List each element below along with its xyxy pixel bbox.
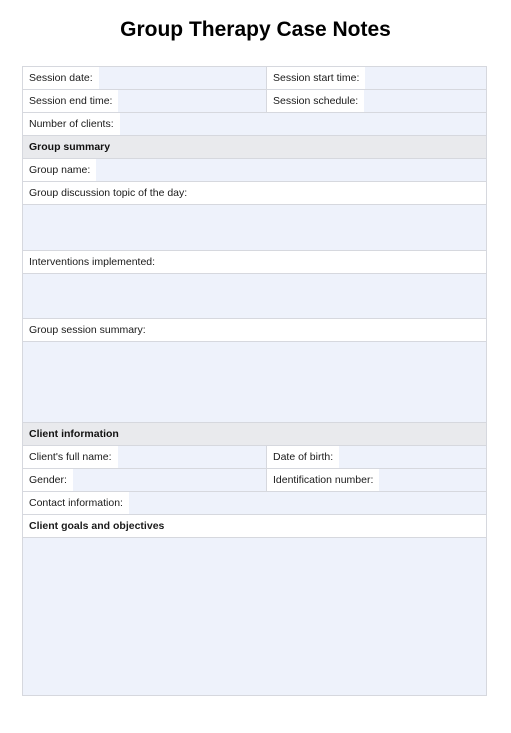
group-name-cell[interactable] [23, 159, 486, 181]
session-end-time-cell[interactable] [23, 90, 266, 112]
client-full-name-label: Client's full name: [23, 446, 118, 468]
group-name-row [23, 159, 486, 182]
session-end-time-label: Session end time: [23, 90, 118, 112]
session-summary-label-row [23, 319, 486, 342]
interventions-label: Interventions implemented: [29, 256, 156, 268]
discussion-topic-label-row [23, 182, 486, 205]
gender-row [23, 469, 486, 492]
case-notes-form [22, 66, 487, 696]
date-of-birth-label: Date of birth: [267, 446, 339, 468]
identification-number-label: Identification number: [267, 469, 379, 491]
discussion-topic-field[interactable] [23, 205, 486, 251]
group-name-label: Group name: [23, 159, 96, 181]
session-start-time-cell[interactable] [266, 67, 486, 89]
interventions-label-row [23, 251, 486, 274]
group-summary-heading: Group summary [29, 141, 111, 153]
contact-info-label: Contact information: [23, 492, 129, 514]
client-info-heading-row [23, 423, 486, 446]
session-summary-label: Group session summary: [29, 324, 146, 336]
discussion-topic-label: Group discussion topic of the day: [29, 187, 188, 199]
interventions-field[interactable] [23, 274, 486, 319]
session-end-time-row [23, 90, 486, 113]
contact-info-row [23, 492, 486, 515]
number-of-clients-row [23, 113, 486, 136]
client-goals-field[interactable] [23, 538, 486, 695]
identification-number-cell[interactable] [266, 469, 486, 491]
document-title: Group Therapy Case Notes [120, 18, 391, 41]
client-info-heading: Client information [29, 428, 119, 440]
session-date-row [23, 67, 486, 90]
gender-label: Gender: [23, 469, 73, 491]
gender-cell[interactable] [23, 469, 266, 491]
date-of-birth-cell[interactable] [266, 446, 486, 468]
group-summary-heading-row [23, 136, 486, 159]
session-summary-field[interactable] [23, 342, 486, 423]
number-of-clients-cell[interactable] [23, 113, 486, 135]
session-schedule-label: Session schedule: [267, 90, 364, 112]
client-full-name-cell[interactable] [23, 446, 266, 468]
client-goals-label-row [23, 515, 486, 538]
session-schedule-cell[interactable] [266, 90, 486, 112]
number-of-clients-label: Number of clients: [23, 113, 120, 135]
client-name-row [23, 446, 486, 469]
session-start-time-label: Session start time: [267, 67, 365, 89]
client-goals-label: Client goals and objectives [29, 520, 165, 532]
contact-info-cell[interactable] [23, 492, 486, 514]
session-date-cell[interactable] [23, 67, 266, 89]
session-date-label: Session date: [23, 67, 99, 89]
